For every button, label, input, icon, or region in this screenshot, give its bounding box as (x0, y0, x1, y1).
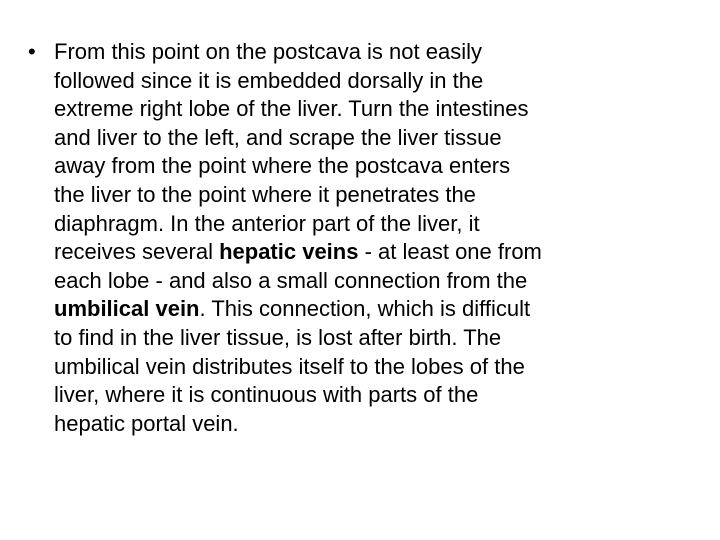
text-line-2: followed since it is embedded dorsally in the (54, 67, 484, 93)
text-segment: . This connection, which is difficult (199, 296, 531, 322)
text-line-4: and liver to the left, and scrape the liver tissue (54, 124, 502, 150)
term-hepatic-veins: hepatic veins (219, 239, 359, 265)
text-segment: - at least one from (358, 239, 542, 265)
text-line-10 (54, 295, 542, 324)
text-line-9: each lobe - and also a small connection from the (54, 267, 528, 293)
text-line-5: away from the point where the postcava enters (54, 153, 511, 179)
text-line-6: the liver to the point where it penetrates the (54, 181, 476, 207)
text-line-7: diaphragm. In the anterior part of the liver, it (54, 210, 480, 236)
text-segment: receives several (54, 239, 220, 265)
bullet-point-icon: • (28, 39, 36, 64)
text-line-14: hepatic portal vein. (54, 410, 239, 436)
text-line-3: extreme right lobe of the liver. Turn the intestines (54, 96, 529, 122)
text-line-8 (54, 238, 542, 267)
term-umbilical-vein: umbilical vein (54, 296, 200, 322)
bullet-text (54, 38, 542, 438)
text-line-13: liver, where it is continuous with parts of the (54, 382, 479, 408)
text-line-12: umbilical vein distributes itself to the lobes of the (54, 353, 525, 379)
bullet-item (28, 38, 688, 438)
text-line-1: From this point on the postcava is not easily (54, 39, 482, 64)
text-line-11: to find in the liver tissue, is lost after birth. The (54, 324, 502, 350)
